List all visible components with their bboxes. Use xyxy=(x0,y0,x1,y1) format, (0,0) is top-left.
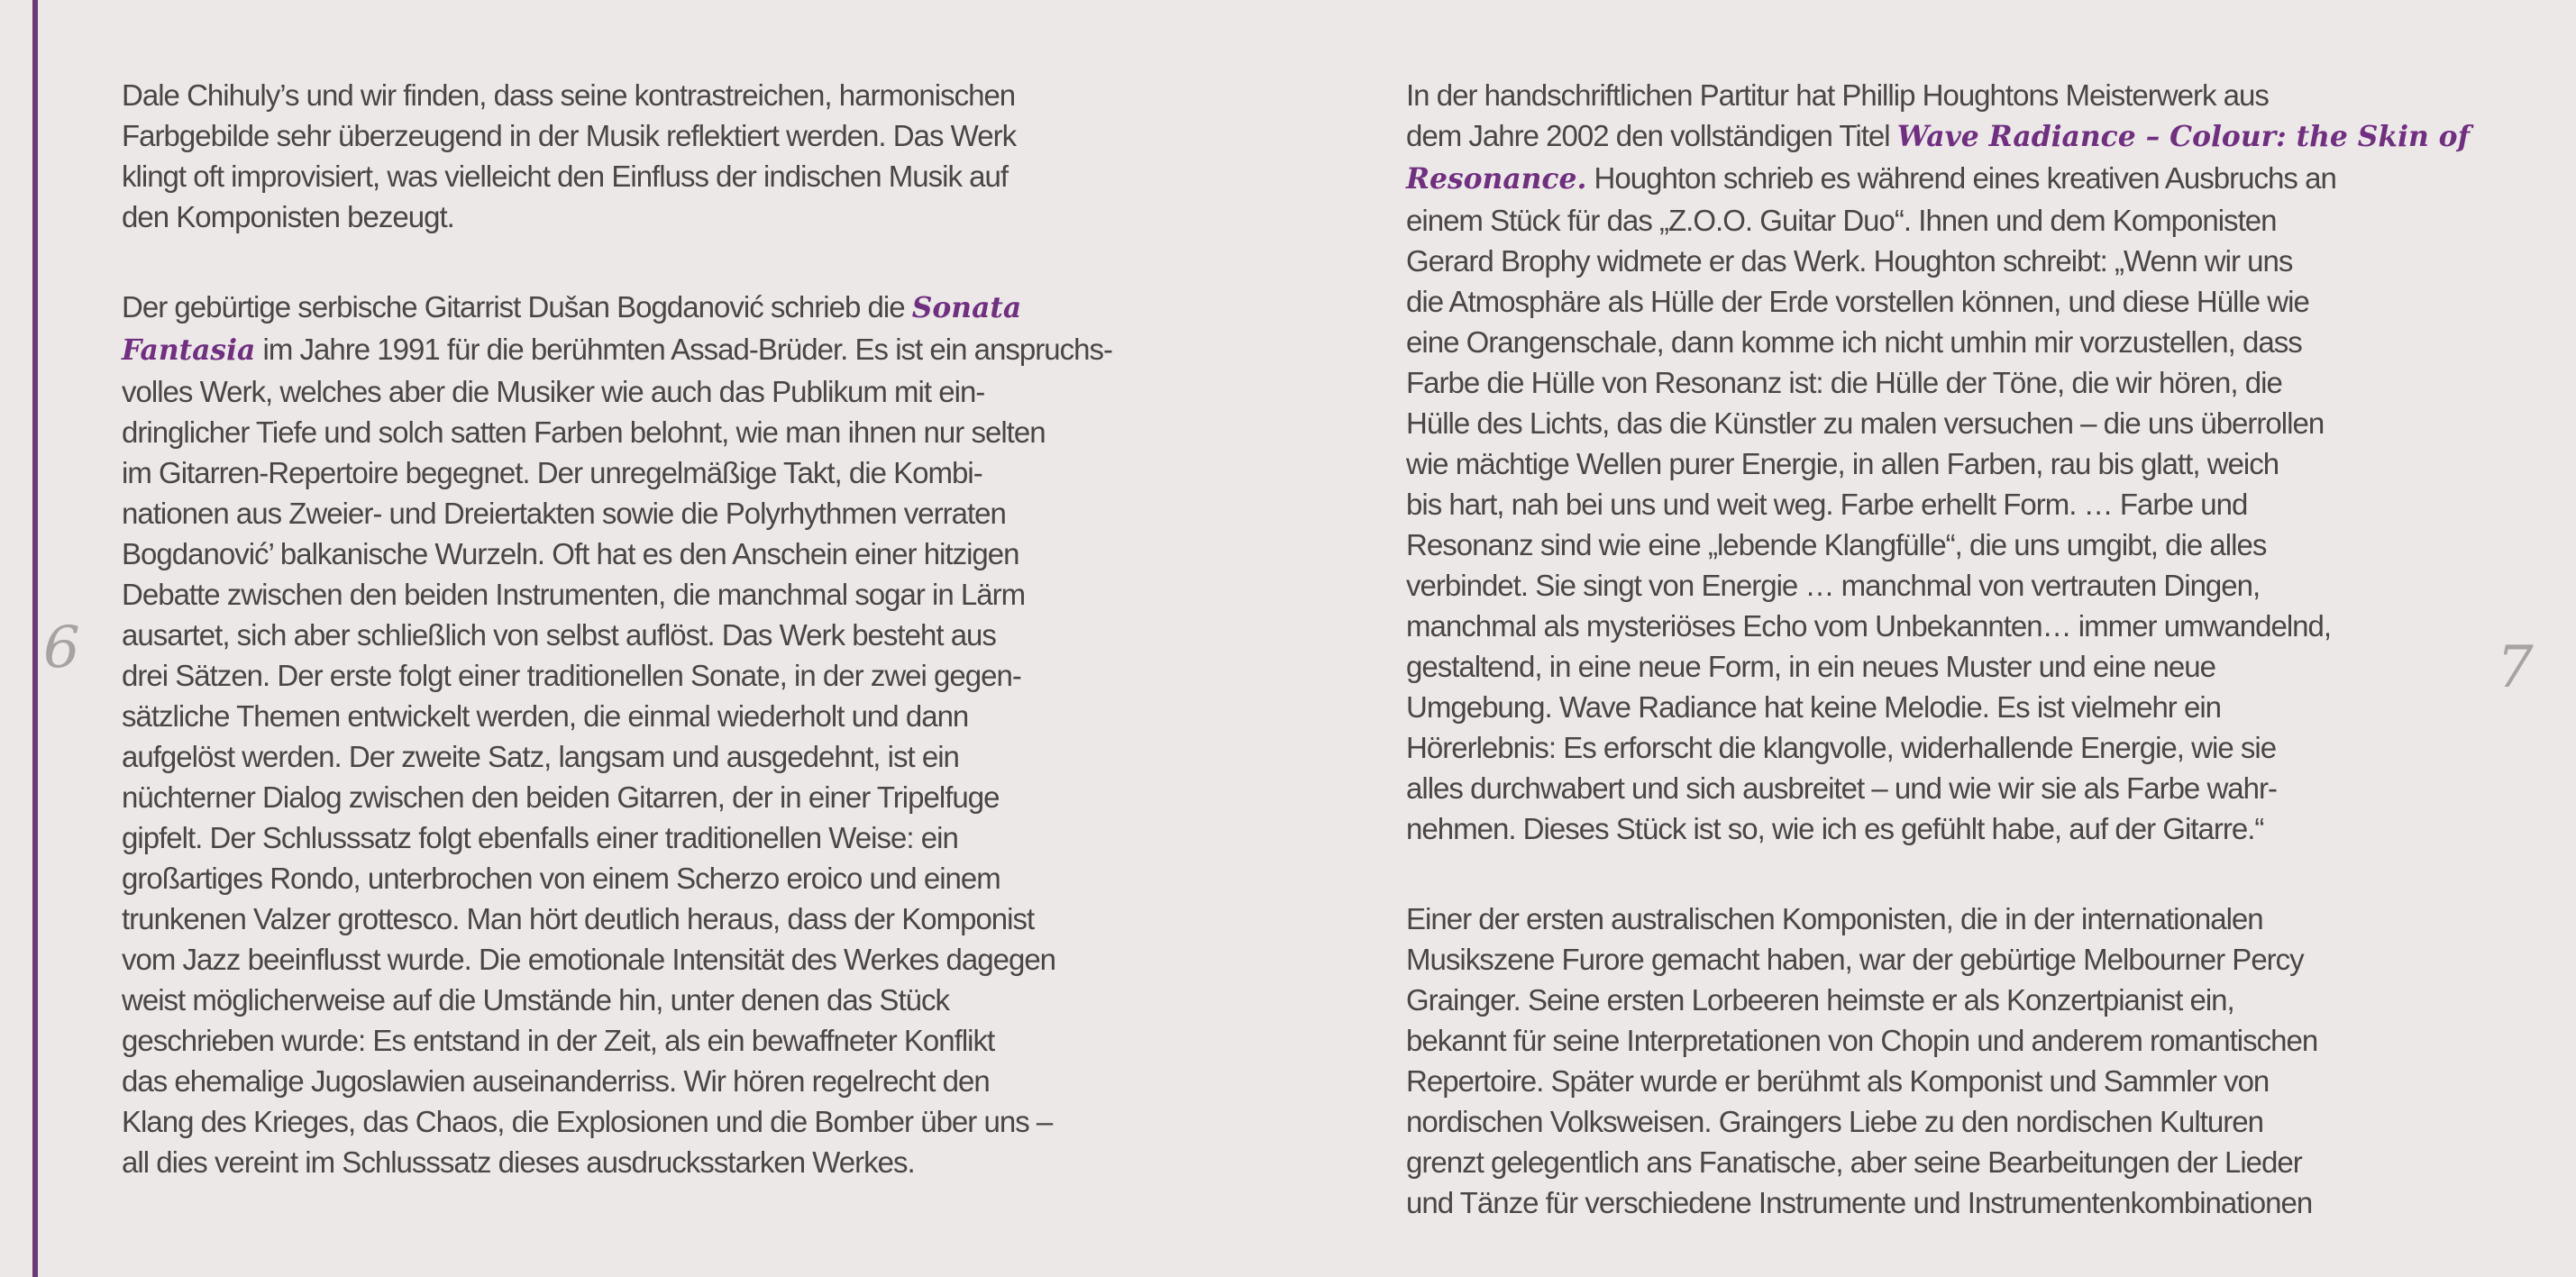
body-text: aufgelöst werden. Der zweite Satz, langsam und ausgedehnt, ist ein xyxy=(122,740,959,773)
text-line xyxy=(122,1020,1217,1061)
text-line xyxy=(1406,524,2501,565)
body-text: bis hart, nah bei uns und weit weg. Farbe erhellt Form. … Farbe und xyxy=(1406,488,2248,521)
body-text: Houghton schrieb es während eines kreativen Ausbruchs an xyxy=(1586,161,2336,195)
work-title-accent: Resonance. xyxy=(1406,163,1587,196)
text-line xyxy=(122,534,1217,574)
work-title-accent: Fantasia xyxy=(122,334,256,367)
body-text: grenzt gelegentlich ans Fanatische, aber seine Bearbeitungen der Lieder xyxy=(1406,1145,2302,1179)
text-line xyxy=(1406,322,2501,362)
body-text: drei Sätzen. Der erste folgt einer traditionellen Sonate, in der zwei gegen- xyxy=(122,659,1021,692)
body-text: In der handschriftlichen Partitur hat Phillip Houghtons Meisterwerk aus xyxy=(1406,78,2269,112)
text-line xyxy=(1406,727,2501,768)
text-line xyxy=(1406,362,2501,403)
text-line xyxy=(122,493,1217,534)
body-text: und Tänze für verschiedene Instrumente und Instrumentenkombinationen xyxy=(1406,1186,2313,1219)
text-line xyxy=(122,371,1217,412)
text-line xyxy=(1406,241,2501,281)
body-text: die Atmosphäre als Hülle der Erde vorstellen können, und diese Hülle wie xyxy=(1406,285,2309,318)
body-text: einem Stück für das „Z.O.O. Guitar Duo“. Ihnen und dem Komponisten xyxy=(1406,204,2277,237)
body-text: Klang des Krieges, das Chaos, die Explosionen und die Bomber über uns – xyxy=(122,1105,1053,1138)
page-number-right: 7 xyxy=(2497,634,2534,701)
text-line xyxy=(1406,1061,2501,1101)
body-text: Dale Chihuly’s und wir finden, dass seine kontrastreichen, harmonischen xyxy=(122,78,1016,112)
body-text: im Gitarren-Repertoire begegnet. Der unregelmäßige Takt, die Kombi- xyxy=(122,456,982,489)
spine-line xyxy=(32,0,38,1277)
text-line xyxy=(1406,115,2501,158)
text-line xyxy=(1406,768,2501,808)
text-line xyxy=(122,452,1217,493)
body-text: nordischen Volksweisen. Graingers Liebe zu den nordischen Kulturen xyxy=(1406,1105,2263,1138)
body-text: all dies vereint im Schlusssatz dieses ausdrucksstarken Werkes. xyxy=(122,1145,915,1179)
body-text: wie mächtige Wellen purer Energie, in allen Farben, rau bis glatt, weich xyxy=(1406,447,2279,480)
body-text: den Komponisten bezeugt. xyxy=(122,200,454,233)
text-line xyxy=(1406,939,2501,980)
text-line xyxy=(122,196,1217,237)
text-line xyxy=(122,329,1217,371)
body-text: vom Jazz beeinflusst wurde. Die emotionale Intensität des Werkes dagegen xyxy=(122,943,1056,976)
page-number-left: 6 xyxy=(43,615,80,681)
text-line xyxy=(122,156,1217,196)
body-text: ausartet, sich aber schließlich von selbst auflöst. Das Werk besteht aus xyxy=(122,618,996,652)
text-line xyxy=(122,817,1217,858)
body-text: alles durchwabert und sich ausbreitet – und wie wir sie als Farbe wahr- xyxy=(1406,771,2278,805)
text-line xyxy=(1406,443,2501,484)
paragraph xyxy=(122,75,1217,237)
body-text: Der gebürtige serbische Gitarrist Dušan Bogdanović schrieb die xyxy=(122,290,912,324)
text-line xyxy=(122,655,1217,696)
body-text: verbindet. Sie singt von Energie … manchmal von vertrauten Dingen, xyxy=(1406,569,2261,602)
text-line xyxy=(122,898,1217,939)
text-line xyxy=(122,696,1217,736)
text-line xyxy=(1406,980,2501,1020)
body-text: Musikszene Furore gemacht haben, war der gebürtige Melbourner Percy xyxy=(1406,943,2304,976)
body-text: nehmen. Dieses Stück ist so, wie ich es gefühlt habe, auf der Gitarre.“ xyxy=(1406,812,2264,845)
body-text: Grainger. Seine ersten Lorbeeren heimste er als Konzertpianist ein, xyxy=(1406,983,2234,1017)
text-line xyxy=(122,1101,1217,1142)
text-line xyxy=(122,1142,1217,1182)
body-text: nationen aus Zweier- und Dreiertakten sowie die Polyrhythmen verraten xyxy=(122,497,1006,530)
text-line xyxy=(122,615,1217,655)
text-line xyxy=(1406,281,2501,322)
work-title-accent: Wave Radiance – Colour: the Skin of xyxy=(1896,121,2471,153)
text-line xyxy=(1406,1182,2501,1223)
body-text: klingt oft improvisiert, was vielleicht den Einfluss der indischen Musik auf xyxy=(122,160,1009,193)
paragraph xyxy=(1406,75,2501,849)
text-line xyxy=(122,75,1217,115)
text-line xyxy=(122,574,1217,615)
body-text: Farbgebilde sehr überzeugend in der Musik reflektiert werden. Das Werk xyxy=(122,119,1017,152)
text-line xyxy=(1406,687,2501,727)
body-text: Einer der ersten australischen Komponisten, die in der internationalen xyxy=(1406,902,2263,935)
text-line xyxy=(1406,606,2501,646)
body-text: weist möglicherweise auf die Umstände hin, unter denen das Stück xyxy=(122,983,950,1017)
text-line xyxy=(1406,565,2501,606)
work-title-accent: Sonata xyxy=(911,292,1022,324)
paragraph xyxy=(1406,898,2501,1223)
body-text: volles Werk, welches aber die Musiker wie auch das Publikum mit ein- xyxy=(122,375,985,408)
text-line xyxy=(1406,200,2501,241)
text-line xyxy=(1406,75,2501,115)
text-line xyxy=(122,736,1217,777)
body-text: Repertoire. Später wurde er berühmt als Komponist und Sammler von xyxy=(1406,1064,2270,1098)
right-page-text-column xyxy=(1406,75,2501,1272)
text-line xyxy=(122,412,1217,452)
body-text: Umgebung. Wave Radiance hat keine Melodie. Es ist vielmehr ein xyxy=(1406,690,2222,724)
text-line xyxy=(122,939,1217,980)
body-text: Farbe die Hülle von Resonanz ist: die Hülle der Töne, die wir hören, die xyxy=(1406,366,2282,399)
text-line xyxy=(122,1061,1217,1101)
text-line xyxy=(1406,808,2501,849)
body-text: dem Jahre 2002 den vollständigen Titel xyxy=(1406,119,1897,152)
body-text: gestaltend, in eine neue Form, in ein neues Muster und eine neue xyxy=(1406,650,2215,683)
body-text: im Jahre 1991 für die berühmten Assad-Brüder. Es ist ein anspruchs- xyxy=(255,333,1112,366)
text-line xyxy=(1406,1020,2501,1061)
body-text: bekannt für seine Interpretationen von Chopin und anderem romantischen xyxy=(1406,1024,2318,1057)
body-text: großartiges Rondo, unterbrochen von einem Scherzo eroico und einem xyxy=(122,862,1000,895)
text-line xyxy=(1406,1142,2501,1182)
body-text: Debatte zwischen den beiden Instrumenten, die manchmal sogar in Lärm xyxy=(122,578,1026,611)
text-line xyxy=(122,115,1217,156)
body-text: manchmal als mysteriöses Echo vom Unbekannten… immer umwandelnd, xyxy=(1406,609,2332,643)
body-text: gipfelt. Der Schlusssatz folgt ebenfalls einer traditionellen Weise: ein xyxy=(122,821,958,854)
left-page-text-column xyxy=(122,75,1217,1232)
body-text: geschrieben wurde: Es entstand in der Zeit, als ein bewaffneter Konflikt xyxy=(122,1024,995,1057)
paragraph xyxy=(122,287,1217,1182)
text-line xyxy=(1406,1101,2501,1142)
body-text: Resonanz sind wie eine „lebende Klangfülle“, die uns umgibt, die alles xyxy=(1406,528,2267,561)
text-line xyxy=(1406,403,2501,443)
body-text: Bogdanović’ balkanische Wurzeln. Oft hat es den Anschein einer hitzigen xyxy=(122,537,1019,570)
body-text: dringlicher Tiefe und solch satten Farben belohnt, wie man ihnen nur selten xyxy=(122,415,1046,449)
text-line xyxy=(122,980,1217,1020)
text-line xyxy=(1406,158,2501,200)
text-line xyxy=(1406,646,2501,687)
body-text: trunkenen Valzer grottesco. Man hört deutlich heraus, dass der Komponist xyxy=(122,902,1035,935)
body-text: Hörerlebnis: Es erforscht die klangvolle, widerhallende Energie, wie sie xyxy=(1406,731,2277,764)
text-line xyxy=(122,777,1217,817)
body-text: sätzliche Themen entwickelt werden, die einmal wiederholt und dann xyxy=(122,699,969,733)
text-line xyxy=(1406,898,2501,939)
body-text: eine Orangenschale, dann komme ich nicht umhin mir vorzustellen, dass xyxy=(1406,325,2302,359)
body-text: nüchterner Dialog zwischen den beiden Gitarren, der in einer Tripelfuge xyxy=(122,780,1000,814)
body-text: das ehemalige Jugoslawien auseinanderriss. Wir hören regelrecht den xyxy=(122,1064,990,1098)
body-text: Gerard Brophy widmete er das Werk. Houghton schreibt: „Wenn wir uns xyxy=(1406,244,2293,278)
text-line xyxy=(122,858,1217,898)
text-line xyxy=(122,287,1217,329)
text-line xyxy=(1406,484,2501,524)
body-text: Hülle des Lichts, das die Künstler zu malen versuchen – die uns überrollen xyxy=(1406,406,2325,440)
